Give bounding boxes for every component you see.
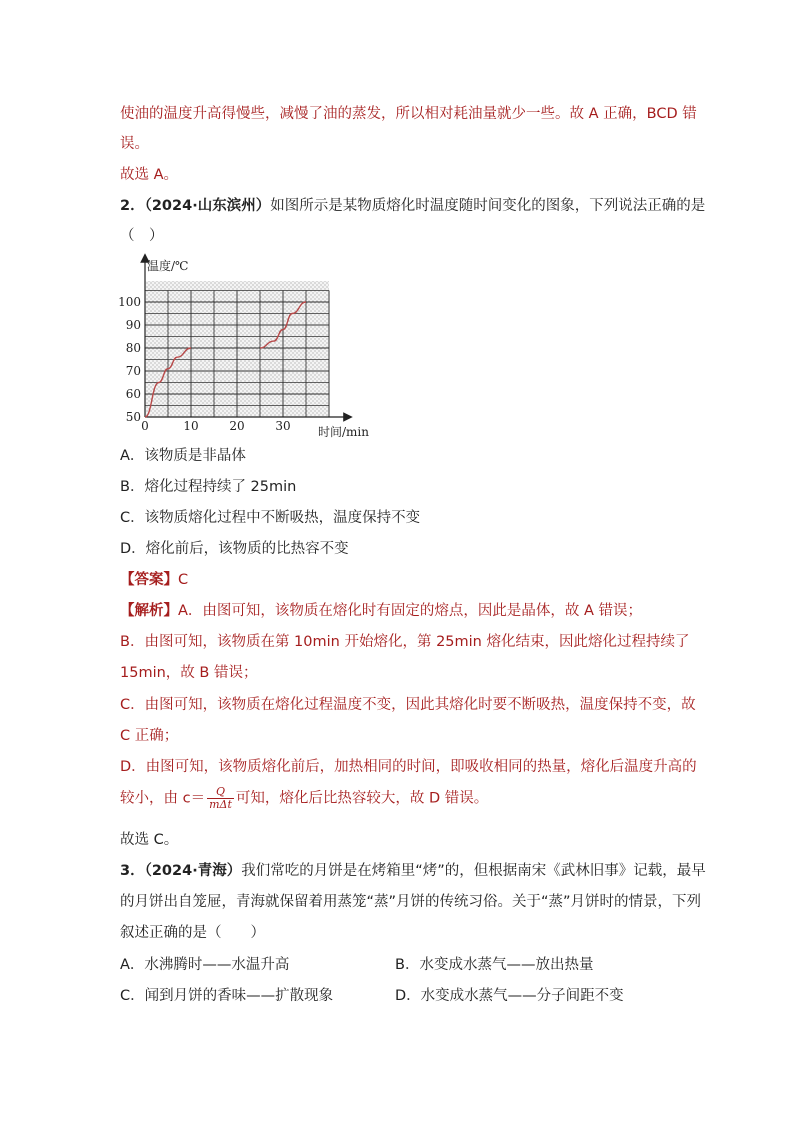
q2-analysis-line6: D．由图可知，该物质熔化前后，加热相同的时间，即吸收相同的热量，熔化后温度升高的: [120, 759, 697, 775]
q2-analysis-line4: C．由图可知，该物质在熔化过程温度不变，因此其熔化时要不断吸热，温度保持不变，故: [120, 697, 696, 713]
q2-option-c: C．该物质熔化过程中不断吸热，温度保持不变: [120, 510, 421, 526]
analysis-last-post: 可知，熔化后比热容较大，故 D 错误。: [235, 790, 489, 807]
prev-analysis-line1: 使油的温度升高得慢些，减慢了油的蒸发，所以相对耗油量就少一些。故 A 正确，BCD 错: [120, 106, 697, 122]
formula-numerator: Q: [207, 786, 234, 799]
y-axis-label: 温度/℃: [147, 259, 189, 273]
q2-analysis-line3: 15min，故 B 错误；: [120, 665, 258, 681]
y-tick-label: 50: [125, 410, 141, 424]
q2-answer: [120, 570, 188, 590]
q3-number: 3．: [120, 863, 145, 879]
x-tick-label: 10: [183, 419, 199, 433]
x-tick-label: 30: [275, 419, 291, 433]
q3-stem-line3: 叙述正确的是（ ）: [120, 925, 265, 941]
analysis-last-pre: 较小，由 c＝: [120, 790, 206, 807]
q2-number: 2．: [120, 198, 145, 214]
prev-analysis-line2: 误。: [120, 136, 149, 152]
x-tick-label: 0: [141, 419, 149, 433]
x-axis-label: 时间/min: [318, 425, 369, 439]
y-tick-label: 80: [125, 341, 141, 355]
q2-option-d: D．熔化前后，该物质的比热容不变: [120, 541, 349, 557]
analysis-label: 【解析】: [120, 603, 178, 619]
q3-stem-line1: [120, 861, 706, 881]
x-tick-label: 20: [229, 419, 245, 433]
y-tick-label: 70: [125, 364, 141, 378]
q3-option-b: B．水变成水蒸气——放出热量: [395, 957, 594, 973]
q2-analysis-line2: B．由图可知，该物质在第 10min 开始熔化，第 25min 熔化结束，因此熔化过程持续了: [120, 634, 690, 650]
q2-analysis-line7: [120, 786, 488, 811]
q2-stem-text: 如图所示是某物质熔化时温度随时间变化的图象，下列说法正确的是: [270, 198, 706, 214]
temperature-time-chart: [118, 250, 378, 440]
y-tick-label: 100: [118, 295, 141, 309]
q3-source: （2024·青海）: [144, 863, 242, 879]
q2-option-b: B．熔化过程持续了 25min: [120, 479, 297, 495]
y-tick-label: 90: [125, 318, 141, 332]
y-tick-label: 60: [125, 387, 141, 401]
analysis-text: A．由图可知，该物质在熔化时有固定的熔点，因此是晶体，故 A 错误；: [178, 603, 643, 619]
q2-choose: 故选 C。: [120, 832, 179, 848]
q2-option-a: A．该物质是非晶体: [120, 448, 246, 464]
q3-option-a: A．水沸腾时——水温升高: [120, 957, 290, 973]
formula-denominator: mΔt: [209, 798, 232, 811]
prev-choose: 故选 A。: [120, 167, 179, 183]
q2-stem: [120, 196, 705, 216]
q3-stem-line2: 的月饼出自笼屉，青海就保留着用蒸笼“蒸”月饼的传统习俗。关于“蒸”月饼时的情景，下列: [120, 894, 702, 910]
q2-analysis-line5: C 正确；: [120, 728, 179, 744]
q2-analysis-line1: [120, 601, 642, 621]
answer-label: 【答案】: [120, 572, 178, 588]
q3-option-d: D．水变成水蒸气——分子间距不变: [395, 988, 624, 1004]
specific-heat-formula: [207, 786, 234, 811]
q2-blank: （ ）: [120, 228, 164, 244]
q3-option-c: C．闻到月饼的香味——扩散现象: [120, 988, 334, 1004]
q3-stem-text: 我们常吃的月饼是在烤箱里“烤”的，但根据南宋《武林旧事》记载，最早: [241, 863, 706, 879]
answer-value: C: [178, 572, 189, 588]
q2-source: （2024·山东滨州）: [144, 198, 271, 214]
